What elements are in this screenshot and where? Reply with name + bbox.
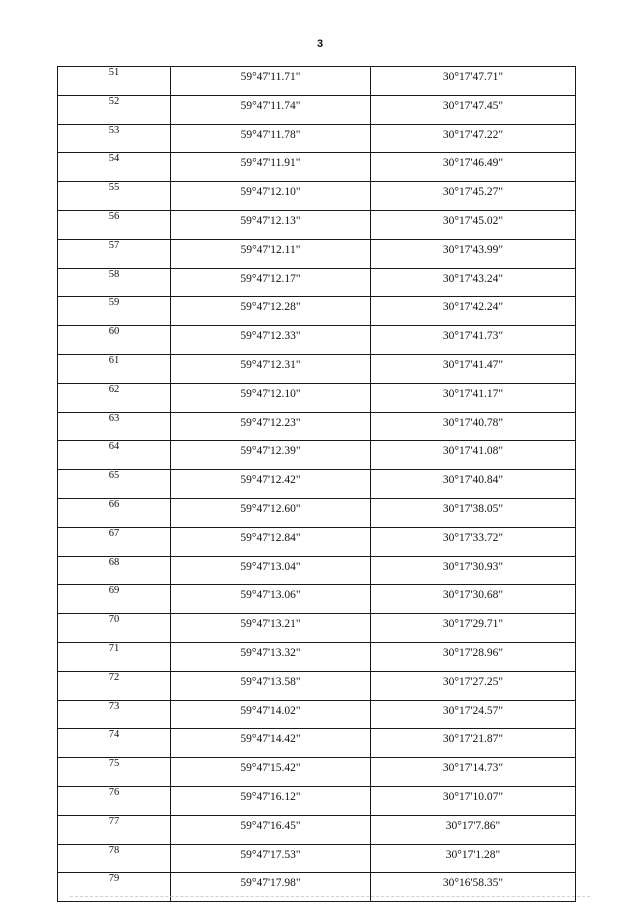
latitude-cell: 59°47'11.78" [171, 124, 371, 153]
latitude-cell: 59°47'12.10" [171, 182, 371, 211]
point-number-cell: 67 [58, 527, 171, 556]
point-number-cell: 56 [58, 210, 171, 239]
latitude-cell: 59°47'12.33" [171, 326, 371, 355]
point-number-cell: 76 [58, 786, 171, 815]
point-number-cell: 63 [58, 412, 171, 441]
coordinates-table-body [58, 67, 576, 902]
latitude-cell: 59°47'11.74" [171, 95, 371, 124]
longitude-cell: 30°17'28.96" [371, 642, 576, 671]
latitude-cell: 59°47'14.42" [171, 729, 371, 758]
longitude-cell: 30°17'33.72" [371, 527, 576, 556]
latitude-cell: 59°47'17.98" [171, 873, 371, 902]
point-number-cell: 52 [58, 95, 171, 124]
longitude-cell: 30°17'40.78" [371, 412, 576, 441]
latitude-cell: 59°47'12.84" [171, 527, 371, 556]
page-footer-rule [70, 896, 590, 897]
longitude-cell: 30°17'41.17" [371, 383, 576, 412]
latitude-cell: 59°47'12.60" [171, 498, 371, 527]
table-row [58, 556, 576, 585]
point-number-cell: 64 [58, 441, 171, 470]
point-number-cell: 75 [58, 758, 171, 787]
longitude-cell: 30°17'21.87" [371, 729, 576, 758]
point-number-cell: 72 [58, 671, 171, 700]
table-row [58, 412, 576, 441]
table-row [58, 297, 576, 326]
table-row [58, 815, 576, 844]
longitude-cell: 30°17'40.84" [371, 470, 576, 499]
table-row [58, 470, 576, 499]
latitude-cell: 59°47'13.06" [171, 585, 371, 614]
table-row [58, 671, 576, 700]
latitude-cell: 59°47'11.71" [171, 67, 371, 96]
table-row [58, 210, 576, 239]
point-number-cell: 54 [58, 153, 171, 182]
latitude-cell: 59°47'13.32" [171, 642, 371, 671]
point-number-cell: 69 [58, 585, 171, 614]
latitude-cell: 59°47'12.10" [171, 383, 371, 412]
table-row [58, 642, 576, 671]
latitude-cell: 59°47'17.53" [171, 844, 371, 873]
longitude-cell: 30°17'41.73" [371, 326, 576, 355]
latitude-cell: 59°47'12.31" [171, 354, 371, 383]
point-number-cell: 65 [58, 470, 171, 499]
table-row [58, 844, 576, 873]
table-row [58, 354, 576, 383]
point-number-cell: 77 [58, 815, 171, 844]
table-row [58, 124, 576, 153]
table-row [58, 95, 576, 124]
point-number-cell: 78 [58, 844, 171, 873]
point-number-cell: 71 [58, 642, 171, 671]
latitude-cell: 59°47'16.45" [171, 815, 371, 844]
longitude-cell: 30°17'42.24" [371, 297, 576, 326]
latitude-cell: 59°47'13.04" [171, 556, 371, 585]
table-row [58, 268, 576, 297]
point-number-cell: 61 [58, 354, 171, 383]
table-row [58, 873, 576, 902]
point-number-cell: 74 [58, 729, 171, 758]
point-number-cell: 62 [58, 383, 171, 412]
table-row [58, 786, 576, 815]
longitude-cell: 30°17'30.68" [371, 585, 576, 614]
table-row [58, 585, 576, 614]
latitude-cell: 59°47'15.42" [171, 758, 371, 787]
latitude-cell: 59°47'12.13" [171, 210, 371, 239]
longitude-cell: 30°17'45.27" [371, 182, 576, 211]
longitude-cell: 30°17'43.99" [371, 239, 576, 268]
table-row [58, 758, 576, 787]
longitude-cell: 30°16'58.35" [371, 873, 576, 902]
latitude-cell: 59°47'12.28" [171, 297, 371, 326]
latitude-cell: 59°47'12.23" [171, 412, 371, 441]
point-number-cell: 68 [58, 556, 171, 585]
table-row [58, 441, 576, 470]
longitude-cell: 30°17'41.08" [371, 441, 576, 470]
table-row [58, 67, 576, 96]
latitude-cell: 59°47'13.21" [171, 614, 371, 643]
longitude-cell: 30°17'27.25" [371, 671, 576, 700]
point-number-cell: 79 [58, 873, 171, 902]
longitude-cell: 30°17'24.57" [371, 700, 576, 729]
point-number-cell: 70 [58, 614, 171, 643]
table-row [58, 729, 576, 758]
table-row [58, 239, 576, 268]
longitude-cell: 30°17'43.24" [371, 268, 576, 297]
table-row [58, 614, 576, 643]
table-row [58, 326, 576, 355]
point-number-cell: 51 [58, 67, 171, 96]
longitude-cell: 30°17'45.02" [371, 210, 576, 239]
longitude-cell: 30°17'30.93" [371, 556, 576, 585]
table-row [58, 700, 576, 729]
latitude-cell: 59°47'13.58" [171, 671, 371, 700]
longitude-cell: 30°17'10.07" [371, 786, 576, 815]
point-number-cell: 66 [58, 498, 171, 527]
latitude-cell: 59°47'12.17" [171, 268, 371, 297]
longitude-cell: 30°17'29.71" [371, 614, 576, 643]
latitude-cell: 59°47'11.91" [171, 153, 371, 182]
coordinates-table [57, 66, 576, 902]
point-number-cell: 60 [58, 326, 171, 355]
longitude-cell: 30°17'41.47" [371, 354, 576, 383]
table-row [58, 527, 576, 556]
latitude-cell: 59°47'14.02" [171, 700, 371, 729]
latitude-cell: 59°47'12.11" [171, 239, 371, 268]
point-number-cell: 58 [58, 268, 171, 297]
table-row [58, 383, 576, 412]
longitude-cell: 30°17'38.05" [371, 498, 576, 527]
coordinates-table-container [57, 66, 577, 902]
table-row [58, 182, 576, 211]
latitude-cell: 59°47'12.39" [171, 441, 371, 470]
latitude-cell: 59°47'16.12" [171, 786, 371, 815]
point-number-cell: 55 [58, 182, 171, 211]
point-number-cell: 59 [58, 297, 171, 326]
page-number: 3 [316, 38, 324, 50]
longitude-cell: 30°17'14.73" [371, 758, 576, 787]
longitude-cell: 30°17'46.49" [371, 153, 576, 182]
longitude-cell: 30°17'47.45" [371, 95, 576, 124]
table-row [58, 153, 576, 182]
point-number-cell: 57 [58, 239, 171, 268]
table-row [58, 498, 576, 527]
longitude-cell: 30°17'47.22" [371, 124, 576, 153]
point-number-cell: 73 [58, 700, 171, 729]
longitude-cell: 30°17'1.28" [371, 844, 576, 873]
longitude-cell: 30°17'7.86" [371, 815, 576, 844]
latitude-cell: 59°47'12.42" [171, 470, 371, 499]
longitude-cell: 30°17'47.71" [371, 67, 576, 96]
point-number-cell: 53 [58, 124, 171, 153]
